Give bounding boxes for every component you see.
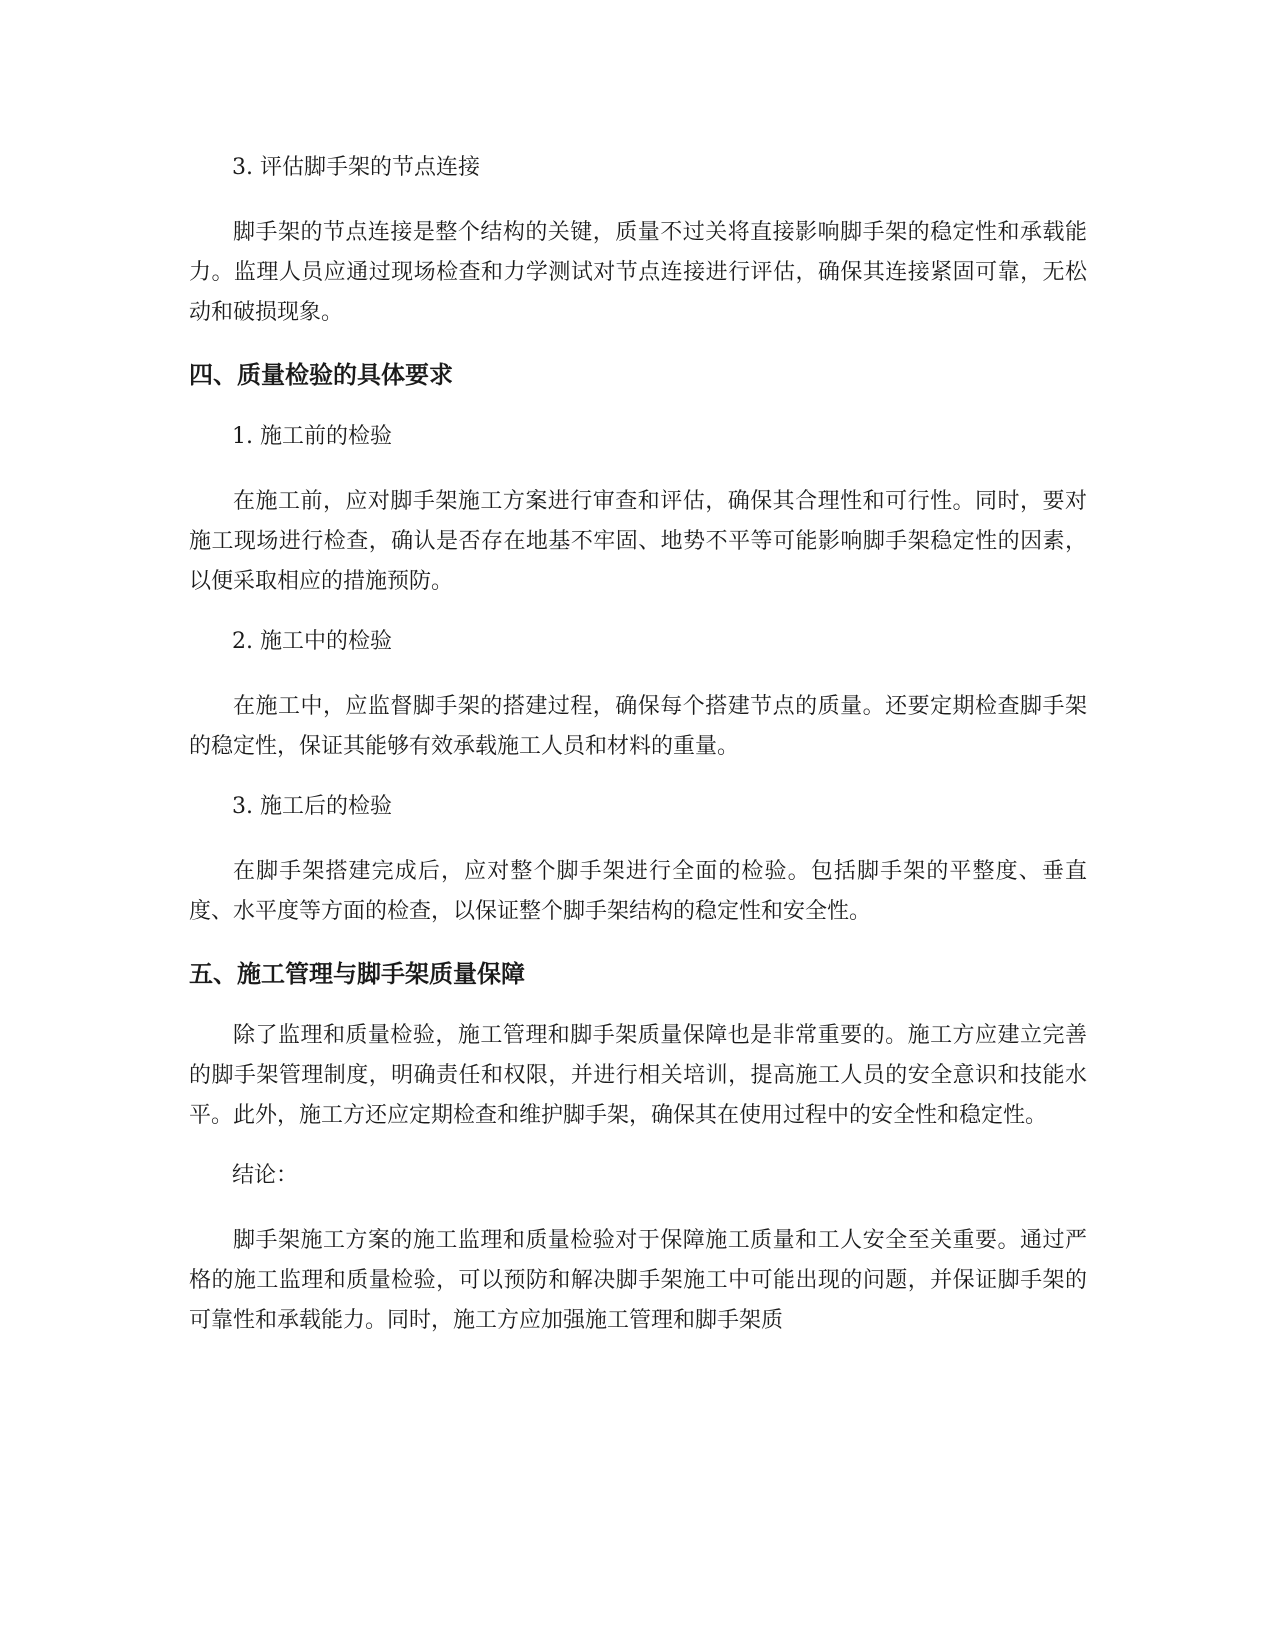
document-body [189, 148, 1087, 1361]
section-heading: 四、质量检验的具体要求 [189, 361, 453, 389]
paragraph: 在施工中，应监督脚手架的搭建过程，确保每个搭建节点的质量。还要定期检查脚手架的稳定性，保证其能够有效承载施工人员和材料的重量。 [189, 694, 1087, 759]
paragraph: 在施工前，应对脚手架施工方案进行审查和评估，确保其合理性和可行性。同时，要对施工现场进行检查，确认是否存在地基不牢固、地势不平等可能影响脚手架稳定性的因素，以便采取相应的措施预防。 [189, 489, 1087, 594]
conclusion-label: 结论： [232, 1163, 299, 1188]
subsection-title: 3. 施工后的检验 [232, 794, 392, 819]
paragraph: 在脚手架搭建完成后，应对整个脚手架进行全面的检验。包括脚手架的平整度、垂直度、水平度等方面的检查，以保证整个脚手架结构的稳定性和安全性。 [189, 859, 1087, 924]
paragraph: 除了监理和质量检验，施工管理和脚手架质量保障也是非常重要的。施工方应建立完善的脚手架管理制度，明确责任和权限，并进行相关培训，提高施工人员的安全意识和技能水平。此外，施工方还应定期检查和维护脚手架，确保其在使用过程中的安全性和稳定性。 [189, 1023, 1087, 1128]
subsection-title: 3. 评估脚手架的节点连接 [232, 155, 480, 180]
subsection-title: 1. 施工前的检验 [232, 424, 392, 449]
subsection-title: 2. 施工中的检验 [232, 629, 392, 654]
section-heading: 五、施工管理与脚手架质量保障 [189, 960, 525, 988]
paragraph: 脚手架的节点连接是整个结构的关键，质量不过关将直接影响脚手架的稳定性和承载能力。监理人员应通过现场检查和力学测试对节点连接进行评估，确保其连接紧固可靠，无松动和破损现象。 [189, 220, 1087, 325]
paragraph: 脚手架施工方案的施工监理和质量检验对于保障施工质量和工人安全至关重要。通过严格的施工监理和质量检验，可以预防和解决脚手架施工中可能出现的问题，并保证脚手架的可靠性和承载能力。同时，施工方应加强施工管理和脚手架质 [189, 1228, 1087, 1333]
